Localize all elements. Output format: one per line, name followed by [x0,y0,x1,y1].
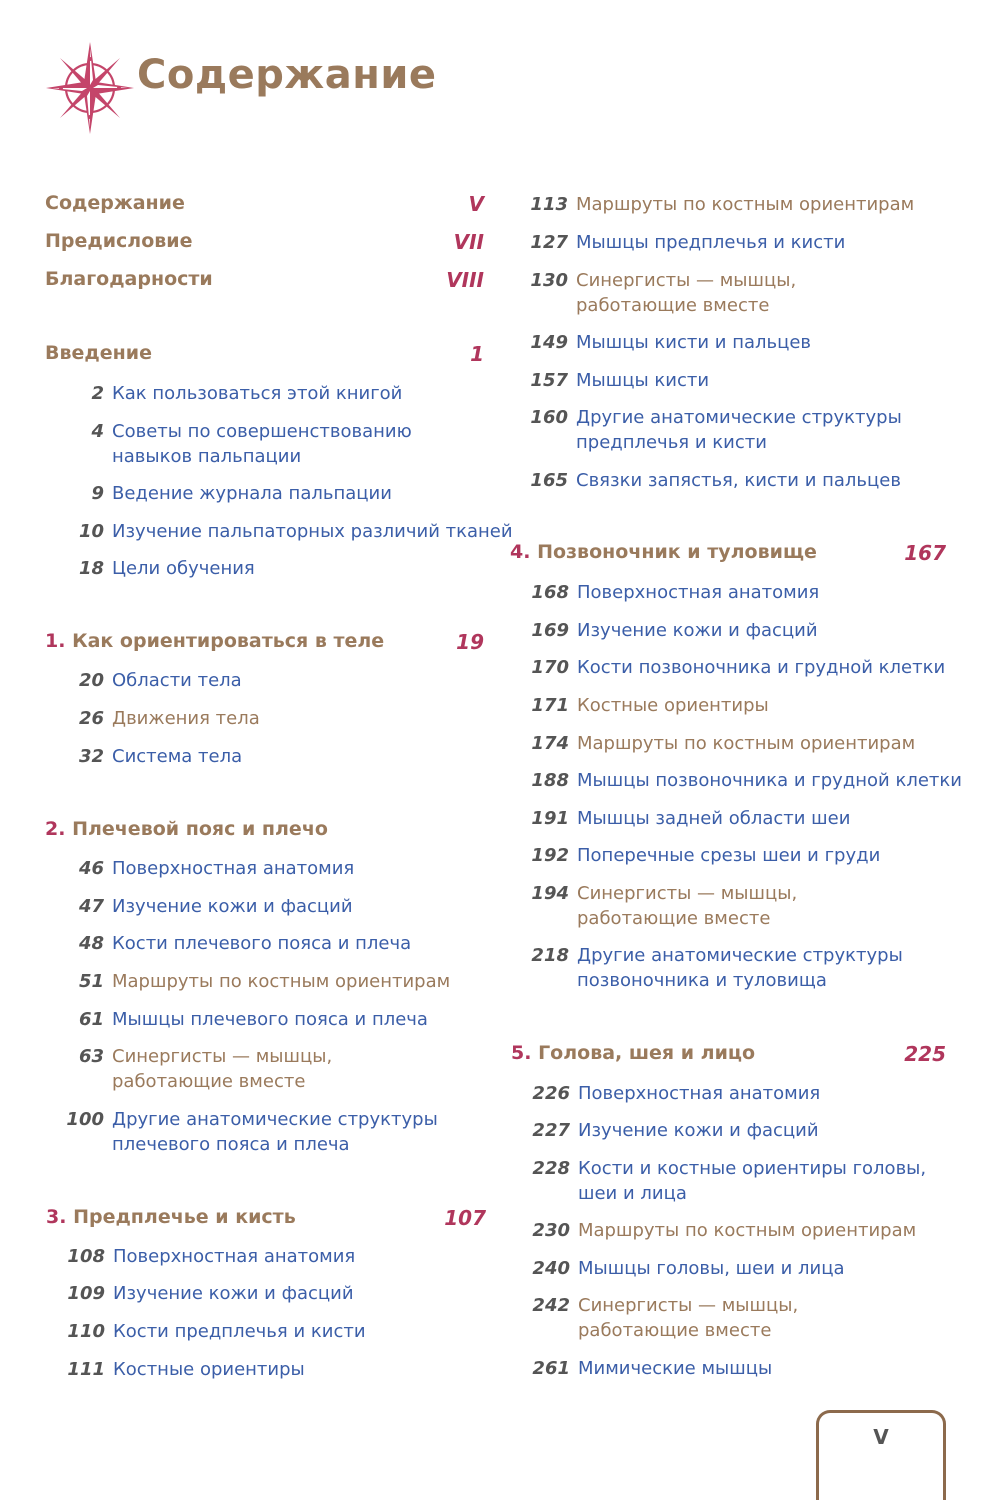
toc-entry-line: Цели обучения [112,558,255,579]
toc-entry-line: Мышцы предплечья и кисти [576,232,846,253]
toc-entry-line: Ведение журнала пальпации [112,483,392,504]
toc-entry-line: Маршруты по костным ориентирам [577,733,916,754]
chapter-title: Позвоночник и туловище [537,541,817,563]
toc-entry-line: Мышцы головы, шеи и лица [578,1258,845,1279]
page-title: Содержание [137,52,437,98]
chapter-title: Как ориентироваться в теле [72,630,385,652]
toc-entry-line: позвоночника и туловища [577,970,827,991]
chapter-title: Предплечье и кисть [73,1206,296,1228]
toc-entry-title [112,894,353,919]
toc-entry-title [112,381,402,406]
chapter-heading [45,818,328,840]
toc-entry-line: Связки запястья, кисти и пальцев [576,470,901,491]
toc-entry-title [577,580,819,605]
chapter-title: Плечевой пояс и плечо [72,818,328,840]
toc-entry-line: Другие анатомические структуры [577,945,903,966]
toc-entry-line: Маршруты по костным ориентирам [576,194,915,215]
front-matter-page: V [468,192,484,216]
toc-entry-line: Поперечные срезы шеи и груди [577,845,881,866]
chapter-heading [510,541,817,563]
toc-entry-line: Мышцы плечевого пояса и плеча [112,1009,428,1030]
toc-entry-title [578,1081,820,1106]
toc-entry-title [112,931,411,956]
chapter-number: 2. [45,818,73,840]
toc-entry-line: плечевого пояса и плеча [112,1134,350,1155]
toc-entry-line: работающие вместе [578,1320,772,1341]
toc-entry-line: Движения тела [112,708,260,729]
toc-entry-title [577,655,945,680]
toc-entry-title [578,1118,819,1143]
toc-entry-title [576,368,709,393]
toc-entry-line: работающие вместе [577,908,771,929]
toc-entry-line: Система тела [112,746,243,767]
toc-entry-title [113,1357,305,1382]
toc-entry-title [577,843,880,868]
toc-entry-title [577,806,850,831]
toc-entry-line: Как пользоваться этой книгой [112,383,403,404]
chapter-number: 3. [46,1206,74,1228]
toc-entry-title [112,1007,428,1032]
toc-entry-line: шеи и лица [578,1183,687,1204]
front-matter-label: Содержание [45,192,185,214]
chapter-page: 107 [444,1206,486,1230]
toc-entry-title [112,856,354,881]
front-matter-page: VII [453,230,484,254]
toc-entry-line: Изучение кожи и фасций [577,620,818,641]
toc-entry-line: Костные ориентиры [577,695,769,716]
chapter-number: 1. [45,630,73,652]
page-number: V [873,1425,889,1449]
toc-entry-line: Кости и костные ориентиры головы, [578,1158,927,1179]
front-matter-page: 1 [470,342,484,366]
toc-entry-title [578,1356,772,1381]
toc-entry-title [112,706,260,731]
toc-entry-title [112,744,242,769]
chapter-heading [45,630,384,652]
toc-entry-line: Маршруты по костным ориентирам [578,1220,917,1241]
toc-entry-title [577,881,797,931]
toc-entry-title [576,192,914,217]
toc-entry-line: Синергисты — мышцы, [577,883,798,904]
toc-entry-line: Советы по совершенствованию [112,421,412,442]
toc-entry-line: Мышцы задней области шеи [577,808,851,829]
toc-entry-line: работающие вместе [112,1071,306,1092]
front-matter-label: Предисловие [45,230,193,252]
toc-entry-line: Синергисты — мышцы, [112,1046,333,1067]
toc-entry-line: Синергисты — мышцы, [578,1295,799,1316]
toc-entry-line: Другие анатомические структуры [112,1109,438,1130]
chapter-number: 5. [511,1042,539,1064]
toc-entry-title [113,1319,366,1344]
front-matter-label: Введение [45,342,152,364]
toc-entry-title [576,468,901,493]
toc-entry-title [576,268,796,318]
toc-entry-line: Мышцы позвоночника и грудной клетки [577,770,962,791]
toc-entry-title [113,1281,354,1306]
chapter-page: 225 [904,1042,946,1066]
toc-entry-title [578,1218,916,1243]
toc-entry-title [578,1293,798,1343]
front-matter-label: Благодарности [45,268,213,290]
toc-entry-line: Другие анатомические структуры [576,407,902,428]
toc-entry-title [576,330,811,355]
toc-entry-title [112,419,412,469]
toc-entry-title [576,405,902,455]
toc-entry-title [112,668,242,693]
toc-entry-line: работающие вместе [576,295,770,316]
toc-entry-line: Мышцы кисти и пальцев [576,332,812,353]
toc-entry-line: Маршруты по костным ориентирам [112,971,451,992]
toc-entry-line: Изучение кожи и фасций [112,896,353,917]
toc-entry-line: Мышцы кисти [576,370,710,391]
toc-entry-line: Поверхностная анатомия [113,1246,356,1267]
toc-entry-line: Синергисты — мышцы, [576,270,797,291]
toc-entry-line: Поверхностная анатомия [577,582,820,603]
toc-entry-line: Поверхностная анатомия [112,858,355,879]
toc-entry-title [112,1107,438,1157]
toc-entry-line: Изучение кожи и фасций [578,1120,819,1141]
toc-entry-title [113,1244,355,1269]
toc-entry-title [112,969,450,994]
chapter-page: 167 [904,541,946,565]
toc-entry-line: Мимические мышцы [578,1358,773,1379]
toc-entry-title [577,943,903,993]
toc-entry-title [112,1044,332,1094]
toc-entry-line: Костные ориентиры [113,1359,305,1380]
chapter-page: 19 [456,630,484,654]
chapter-heading [511,1042,755,1064]
toc-entry-title [577,618,818,643]
toc-entry-line: Изучение пальпаторных различий тканей [112,521,513,542]
toc-entry-line: предплечья и кисти [576,432,767,453]
toc-entry-title [576,230,845,255]
toc-entry-title [577,768,962,793]
toc-entry-line: Кости позвоночника и грудной клетки [577,657,946,678]
toc-entry-title [578,1256,845,1281]
toc-entry-line: навыков пальпации [112,446,302,467]
toc-entry-title [578,1156,926,1206]
toc-entry-line: Области тела [112,670,242,691]
chapter-number: 4. [510,541,538,563]
toc-entry-line: Кости плечевого пояса и плеча [112,933,412,954]
toc-entry-title [112,519,513,544]
toc-entry-line: Поверхностная анатомия [578,1083,821,1104]
toc-entry-line: Кости предплечья и кисти [113,1321,366,1342]
page-number-tab [816,1410,946,1500]
toc-entry-title [577,731,915,756]
front-matter-page: VIII [446,268,484,292]
toc-entry-title [577,693,769,718]
toc-entry-title [112,481,392,506]
chapter-title: Голова, шея и лицо [538,1042,756,1064]
toc-entry-title [112,556,255,581]
chapter-heading [46,1206,296,1228]
compass-rose-icon [44,40,136,136]
toc-entry-line: Изучение кожи и фасций [113,1283,354,1304]
